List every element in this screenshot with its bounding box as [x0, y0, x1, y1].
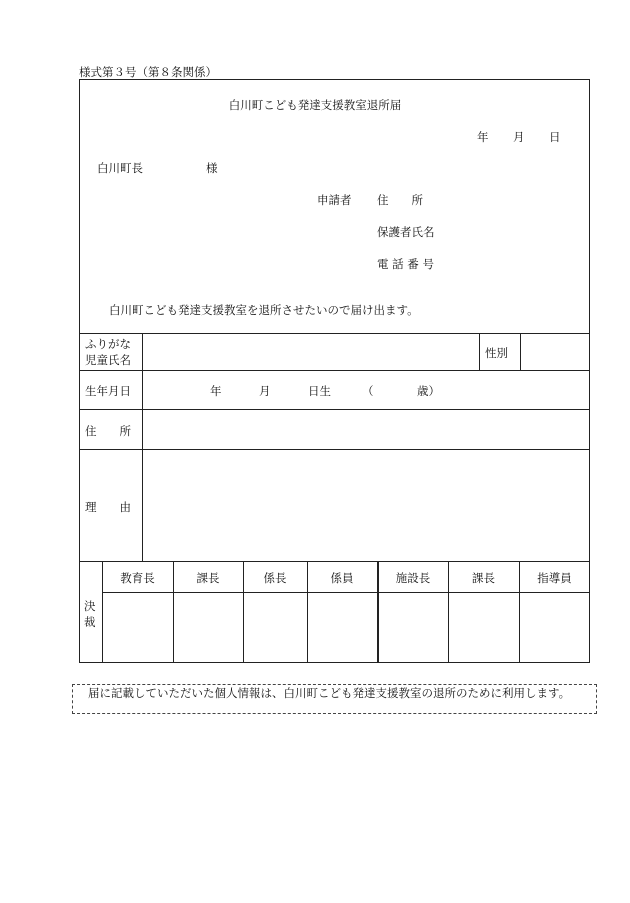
approval-col-facility-director: 施設長 [395, 571, 431, 585]
row-divider [79, 370, 590, 371]
birth-day-label: 日生 [308, 384, 331, 398]
statement-text: 白川町こども発達支援教室を退所させたいので届け出ます。 [109, 303, 419, 317]
form-number: 様式第３号（第８条関係） [79, 65, 217, 79]
privacy-note: 届に記載していただいた個人情報は、白川町こども発達支援教室の退所のために利用します。 [72, 684, 597, 714]
gender-value-divider [520, 333, 521, 370]
phone-number-label: 電 話 番 号 [377, 257, 434, 271]
gender-column-divider [479, 333, 480, 370]
row-divider [79, 449, 590, 450]
document-title: 白川町こども発達支援教室退所届 [228, 98, 402, 112]
approval-col-section-chief: 課長 [196, 571, 220, 585]
date-day-label: 日 [549, 130, 561, 144]
guardian-name-label: 保護者氏名 [377, 225, 435, 239]
addressee-honorific: 様 [206, 161, 218, 175]
approval-col-staff: 係員 [330, 571, 354, 585]
applicant-address-label: 住 所 [377, 193, 423, 207]
approval-label-1: 決 [84, 599, 96, 613]
gender-label: 性別 [485, 346, 508, 360]
furigana-label: ふりがな [85, 337, 131, 351]
age-open-paren: （ [362, 384, 374, 398]
addressee-name: 白川町長 [97, 161, 143, 175]
date-year-label: 年 [477, 130, 489, 144]
reason-label: 理 由 [85, 500, 131, 514]
child-name-label: 児童氏名 [85, 353, 131, 367]
row-divider [79, 333, 590, 334]
approval-label-2: 裁 [84, 615, 96, 629]
label-column-divider [142, 333, 143, 561]
approval-header-divider [102, 592, 590, 593]
approval-col-instructor: 指導員 [537, 571, 572, 585]
birthdate-label: 生年月日 [85, 384, 131, 398]
address-label: 住 所 [85, 424, 131, 438]
birth-year-label: 年 [210, 384, 222, 398]
approval-col-facility-chief: 課長 [472, 571, 495, 585]
date-month-label: 月 [513, 130, 525, 144]
row-divider [79, 409, 590, 410]
approval-col-superintendent: 教育長 [120, 571, 155, 585]
approval-col-subsection-chief: 係長 [263, 571, 287, 585]
applicant-label: 申請者 [317, 193, 352, 207]
age-label: 歳） [417, 384, 440, 398]
birth-month-label: 月 [259, 384, 271, 398]
row-divider [79, 561, 590, 562]
